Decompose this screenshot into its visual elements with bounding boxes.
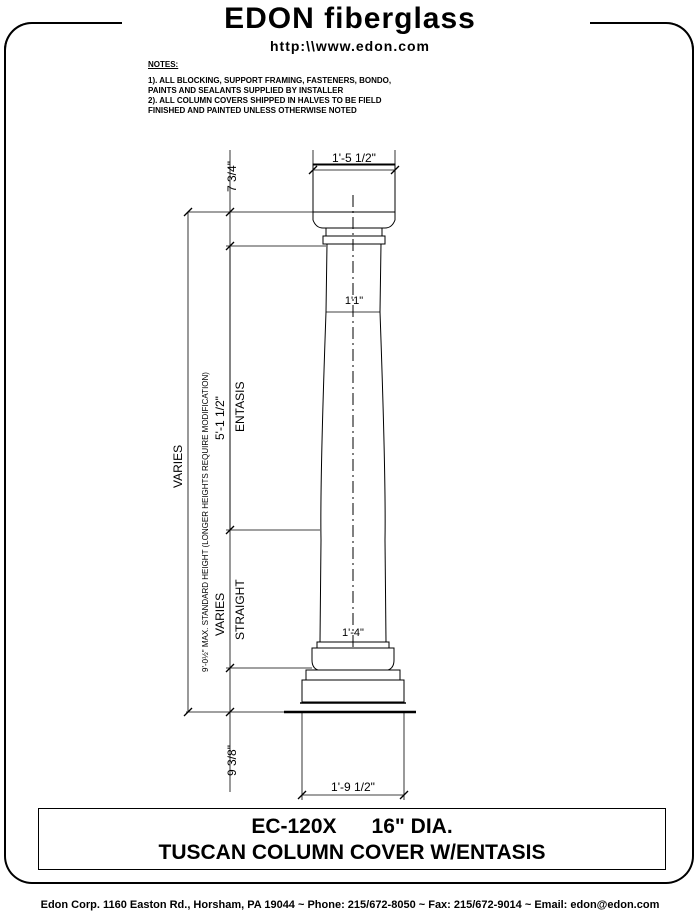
dimension-ticks [184, 166, 408, 799]
product-code-title: EC-120X 16" DIA. [251, 815, 453, 838]
bottom-diameter-label: 1'-4" [342, 627, 364, 639]
base-height-label: 9 3/8" [225, 745, 239, 776]
base-width-label: 1'-9 1/2" [331, 780, 375, 794]
base-torus [312, 648, 394, 670]
company-url: http:\\www.edon.com [269, 38, 431, 54]
straight-label: STRAIGHT [233, 579, 247, 640]
capital-neck-ring [323, 236, 385, 244]
entasis-label: ENTASIS [233, 381, 247, 432]
company-name: EDON fiberglass [224, 2, 476, 35]
title-block [38, 808, 666, 870]
straight-varies-label: VARIES [213, 592, 227, 636]
notes-heading: NOTES: [148, 60, 179, 69]
contact-footer: Edon Corp. 1160 Easton Rd., Horsham, PA 19044 ~ Phone: 215/672-8050 ~ Fax: 215/672-9014 ~ Email: edon@edon.com [40, 899, 660, 911]
capital-echinus [313, 212, 395, 228]
max-height-note: 9'-0½" MAX. STANDARD HEIGHT (LONGER HEIGHTS REQUIRE MODIFICATION) [201, 372, 210, 672]
capital-width-label: 1'-5 1/2" [332, 151, 376, 165]
base-ring [306, 670, 400, 680]
note-line: 1). ALL BLOCKING, SUPPORT FRAMING, FASTENERS, BONDO, [148, 76, 392, 85]
capital-height-label: 7 3/4" [225, 161, 239, 192]
note-line: FINISHED AND PAINTED UNLESS OTHERWISE NOTED [148, 106, 357, 115]
top-diameter-label: 1'1" [344, 295, 364, 307]
product-name-title: TUSCAN COLUMN COVER W/ENTASIS [158, 841, 546, 864]
capital-astragal [326, 228, 382, 236]
overall-varies-label: VARIES [171, 444, 185, 488]
note-line: PAINTS AND SEALANTS SUPPLIED BY INSTALLER [148, 86, 344, 95]
note-line: 2). ALL COLUMN COVERS SHIPPED IN HALVES TO BE FIELD [148, 96, 382, 105]
base-plinth [302, 680, 404, 702]
entasis-length-label: 5'-1 1/2" [213, 396, 227, 440]
